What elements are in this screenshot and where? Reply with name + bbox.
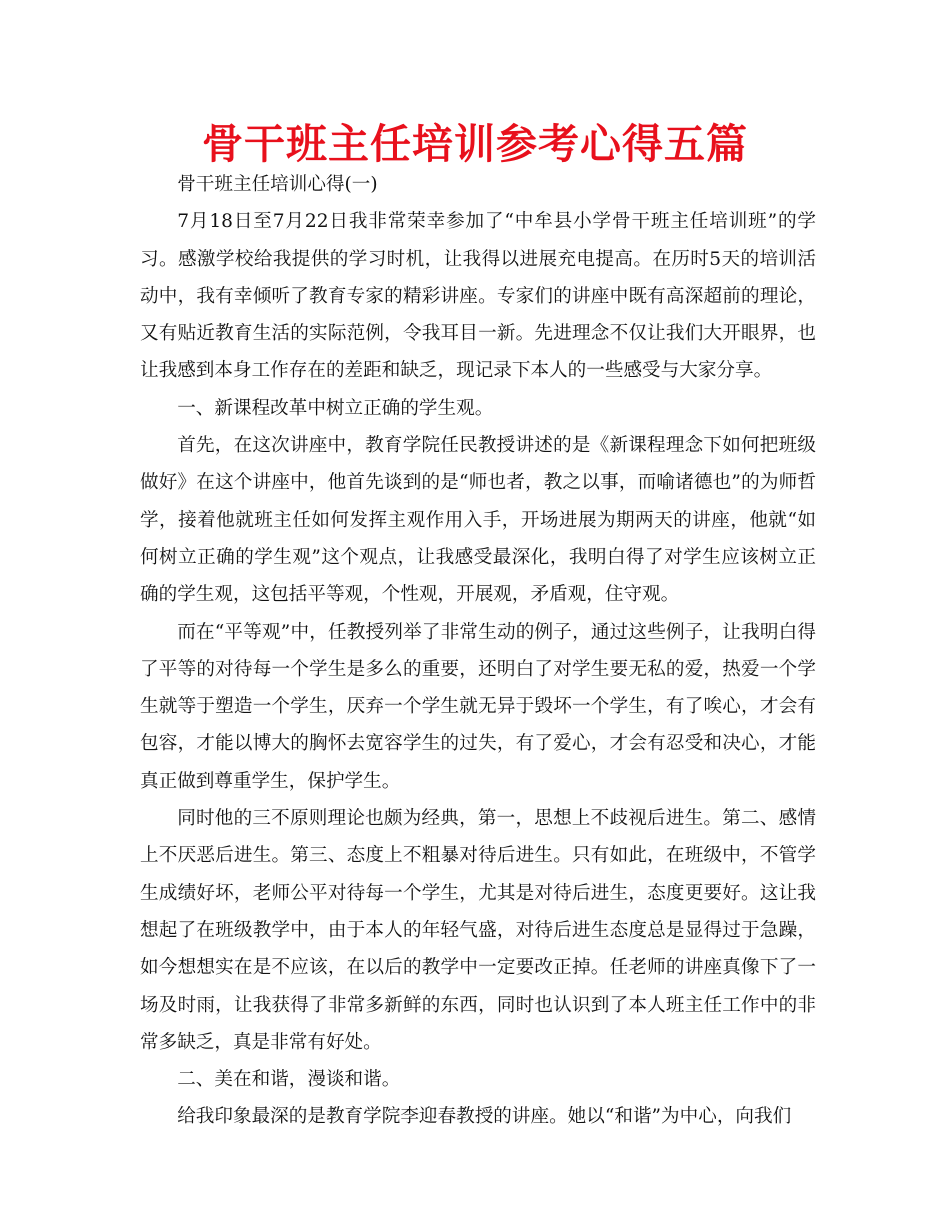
document-title: 骨干班主任培训参考心得五篇 [202, 120, 748, 168]
point-heading-2: 二、美在和谐，漫谈和谐。 [177, 1069, 401, 1091]
paragraph-intro: 7月18日至7月22日我非常荣幸参加了“中牟县小学骨干班主任培训班”的学习。感激学校给我提供的学习时机，让我得以进展充电提高。在历时5天的培训活动中，我有幸倾听了教育专家的精彩讲座。专家们的讲座中既有高深超前的理论，又有贴近教育生活的实际范例，令我耳目一新。先进理念不仅让我们大开眼界，也让我感到本身工作存在的差距和缺乏，现记录下本人的一些感受与大家分享。 [140, 211, 816, 382]
paragraph-first-lecture: 首先，在这次讲座中，教育学院任民教授讲述的是《新课程理念下如何把班级做好》在这个讲座中，他首先谈到的是“师也者，教之以事，而喻诸德也”的为师哲学，接着他就班主任如何发挥主观作用入手，开场进展为期两天的讲座，他就“如何树立正确的学生观”这个观点，让我感受最深化，我明白得了对学生应该树立正确的学生观，这包括平等观，个性观，开展观，矛盾观，住守观。 [140, 435, 816, 606]
paragraph-equality-view: 而在“平等观”中，任教授列举了非常生动的例子，通过这些例子，让我明白得了平等的对待每一个学生是多么的重要，还明白了对学生要无私的爱，热爱一个学生就等于塑造一个学生，厌弃一个学生就无异于毁坏一个学生，有了唉心，才会有包容，才能以博大的胸怀去宽容学生的过失，有了爱心，才会有忍受和决心，才能真正做到尊重学生，保护学生。 [140, 621, 816, 792]
paragraph-harmony-lecture: 给我印象最深的是教育学院李迎春教授的讲座。她以“和谐”为中心，向我们 [177, 1106, 792, 1128]
point-heading-1: 一、新课程改革中树立正确的学生观。 [177, 397, 494, 419]
section-heading-1: 骨干班主任培训心得(一) [177, 174, 378, 195]
document-body [140, 166, 816, 1136]
paragraph-three-principles: 同时他的三不原则理论也颇为经典，第一，思想上不歧视后进生。第二、感情上不厌恶后进生。第三、态度上不粗暴对待后进生。只有如此，在班级中，不管学生成绩好坏，老师公平对待每一个学生，尤其是对待后进生，态度更要好。这让我想起了在班级教学中，由于本人的年轻气盛，对待后进生态度总是显得过于急躁，如今想想实在是不应该，在以后的教学中一定要改正掉。任老师的讲座真像下了一场及时雨，让我获得了非常多新鲜的东西，同时也认识到了本人班主任工作中的非常多缺乏，真是非常有好处。 [140, 808, 816, 1053]
